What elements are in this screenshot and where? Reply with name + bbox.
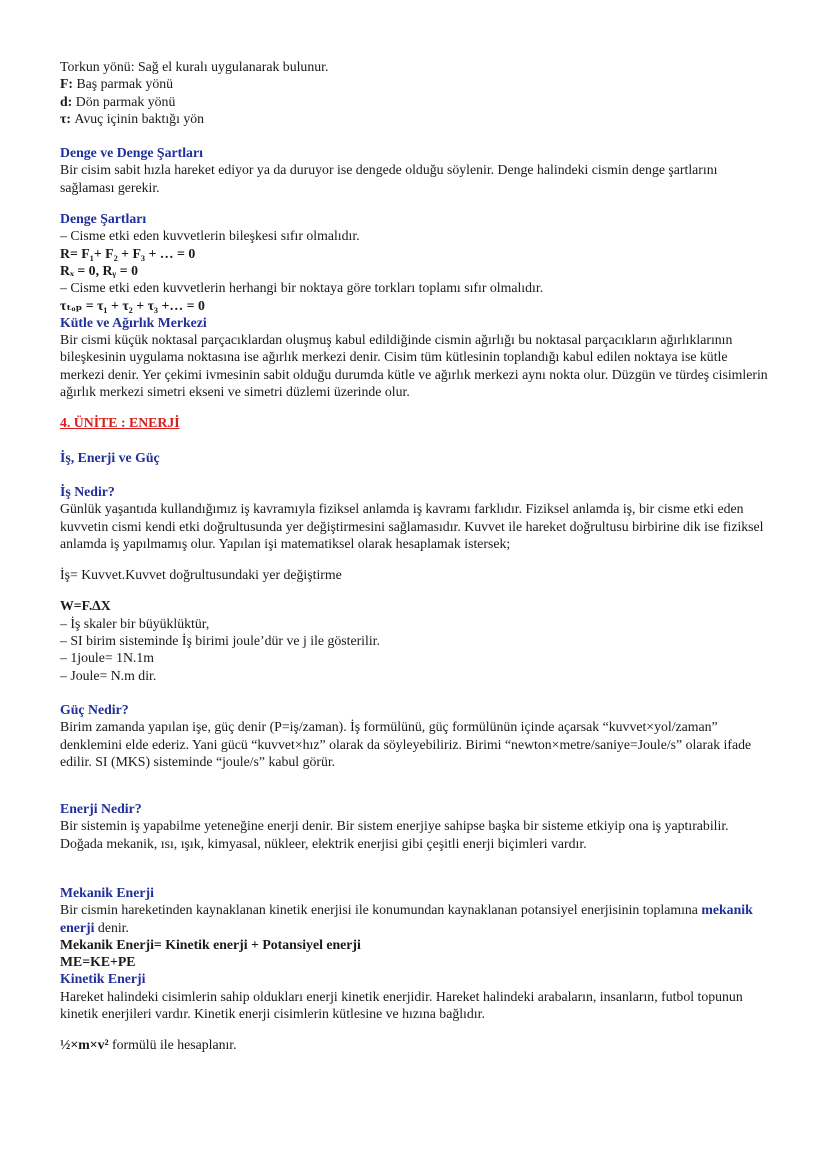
denge-text: Bir cisim sabit hızla hareket ediyor ya da duruyor ise dengede olduğu söylenir. Denge halindeki cismin denge şartlarını sağlaması gerekir. <box>60 162 718 195</box>
guc-heading: Güç Nedir? <box>60 701 129 717</box>
kutle-text: Bir cismi küçük noktasal parçacıklardan oluşmuş kabul edildiğinde cismin ağırlığı bu noktasal parçacıkların ağırlıklarının bileşkesinin uygulama noktasına ise ağırlık merkezi denir. Cisim tüm kütlesinin toplandığı kabul edilen noktaya ise kütle merkezi denir. Yer çekimi ivmesinin sabit olduğu durumda kütle ve ağırlık merkezi aynı nokta olur. Düzgün ve türdeş cisimlerin ağırlık merkezi simetri ekseni ve simetri düzlemi üzerinde olur. <box>60 332 768 400</box>
sartlar-line-4: – Cisme etki eden kuvvetlerin herhangi bir noktaya göre torkları toplamı sıfır olmalıdır. <box>60 280 544 296</box>
mekanik-heading: Mekanik Enerji <box>60 884 154 900</box>
sartlar-line-1: – Cisme etki eden kuvvetlerin bileşkesi sıfır olmalıdır. <box>60 228 360 244</box>
kinetik-heading: Kinetik Enerji <box>60 971 146 987</box>
torque-f-text: Baş parmak yönü <box>73 76 174 92</box>
torque-tau-line <box>60 110 770 127</box>
mekanik-formula-2: ME=KE+PE <box>60 954 136 970</box>
torque-d-text: Dön parmak yönü <box>72 93 176 109</box>
kutle-heading: Kütle ve Ağırlık Merkezi <box>60 314 207 330</box>
sartlar-line-5: τₜₒₚ = τ₁ + τ₂ + τ₃ +… = 0 <box>60 297 205 313</box>
kinetik-formula-rest: formülü ile hesaplanır. <box>108 1037 237 1053</box>
sartlar-line-3: Rₓ = 0, Rᵧ = 0 <box>60 262 138 278</box>
is-bullet-1: – İş skaler bir büyüklüktür, <box>60 615 210 631</box>
torque-f-line <box>60 75 770 92</box>
guc-text: Birim zamanda yapılan işe, güç denir (P=iş/zaman). İş formülünü, güç formülünün içinde açarsak “kuvvet×yol/zaman” denklemini elde ederiz. Yani gücü “kuvvet×hız” olarak da söyleyebiliriz. Birimi “newton×metre/saniye=Joule/s” olarak ifade edilir. SI (MKS) sisteminde “joule/s” kabul görür. <box>60 719 752 769</box>
denge-heading: Denge ve Denge Şartları <box>60 145 203 161</box>
is-formula: W=F.∆X <box>60 598 111 614</box>
torque-tau-text: Avuç içinin baktığı yön <box>70 110 205 126</box>
kinetik-text: Hareket halindeki cisimlerin sahip oldukları enerji kinetik enerjidir. Hareket halindeki arabaların, insanların, futbol topunun kinetik enerjileri vardır. Kinetik enerji cisimlerin kütlesine ve hızına bağlıdır. <box>60 988 743 1022</box>
mekanik-text <box>60 901 770 936</box>
mekanik-text-a: Bir cismin hareketinden kaynaklanan kinetik enerjisi ile konumundan kaynaklanan potansiyel enerjisinin toplamına <box>60 902 702 918</box>
torque-tau-label: τ: <box>60 110 71 126</box>
is-bullet-4: – Joule= N.m dir. <box>60 667 157 683</box>
torque-d-line <box>60 93 770 110</box>
torque-d-label: d: <box>60 93 73 109</box>
sartlar-line-2: R= F₁+ F₂ + F₃ + … = 0 <box>60 245 196 261</box>
mekanik-text-highlight: mekanik enerji <box>60 902 753 935</box>
kinetik-formula: ½×m×v² <box>60 1037 109 1053</box>
is-formula-text: İş= Kuvvet.Kuvvet doğrultusundaki yer değiştirme <box>60 567 342 583</box>
is-text: Günlük yaşantıda kullandığımız iş kavramıyla fiziksel anlamda iş kavramı farklıdır. Fiziksel anlamda iş, bir cisme etki eden kuvvetin cismi kendi etki doğrultusunda yer değiştirmesini sağlamasıdır. Kuvvet ile hareket doğrultusu birbirine dik ise fiziksel anlamda iş yapılmamış olur. Yapılan işi matematiksel olarak hesaplamak istersek; <box>60 501 764 551</box>
sartlar-heading: Denge Şartları <box>60 211 147 227</box>
enerji-heading: Enerji Nedir? <box>60 801 142 817</box>
mekanik-text-c: denir. <box>94 919 129 935</box>
unit-title: 4. ÜNİTE : ENERJİ <box>60 415 180 431</box>
is-bullet-2: – SI birim sisteminde İş birimi joule’dür ve j ile gösterilir. <box>60 633 380 649</box>
is-bullet-3: – 1joule= 1N.1m <box>60 650 155 666</box>
kinetik-formula-line <box>60 1036 770 1053</box>
torque-f-label: F: <box>60 76 74 92</box>
is-heading: İş Nedir? <box>60 483 115 499</box>
section-title: İş, Enerji ve Güç <box>60 449 160 465</box>
enerji-text: Bir sistemin iş yapabilme yeteneğine enerji denir. Bir sistem enerjiye sahipse başka bir sisteme etkiyip ona iş yaptırabilir. Doğada mekanik, ısı, ışık, kimyasal, nükleer, elektrik enerjisi gibi çeşitli enerji biçimleri vardır. <box>60 818 729 851</box>
torque-intro: Torkun yönü: Sağ el kuralı uygulanarak bulunur. <box>60 59 329 74</box>
mekanik-formula-1: Mekanik Enerji= Kinetik enerji + Potansiyel enerji <box>60 936 361 952</box>
document-page <box>60 58 770 1054</box>
